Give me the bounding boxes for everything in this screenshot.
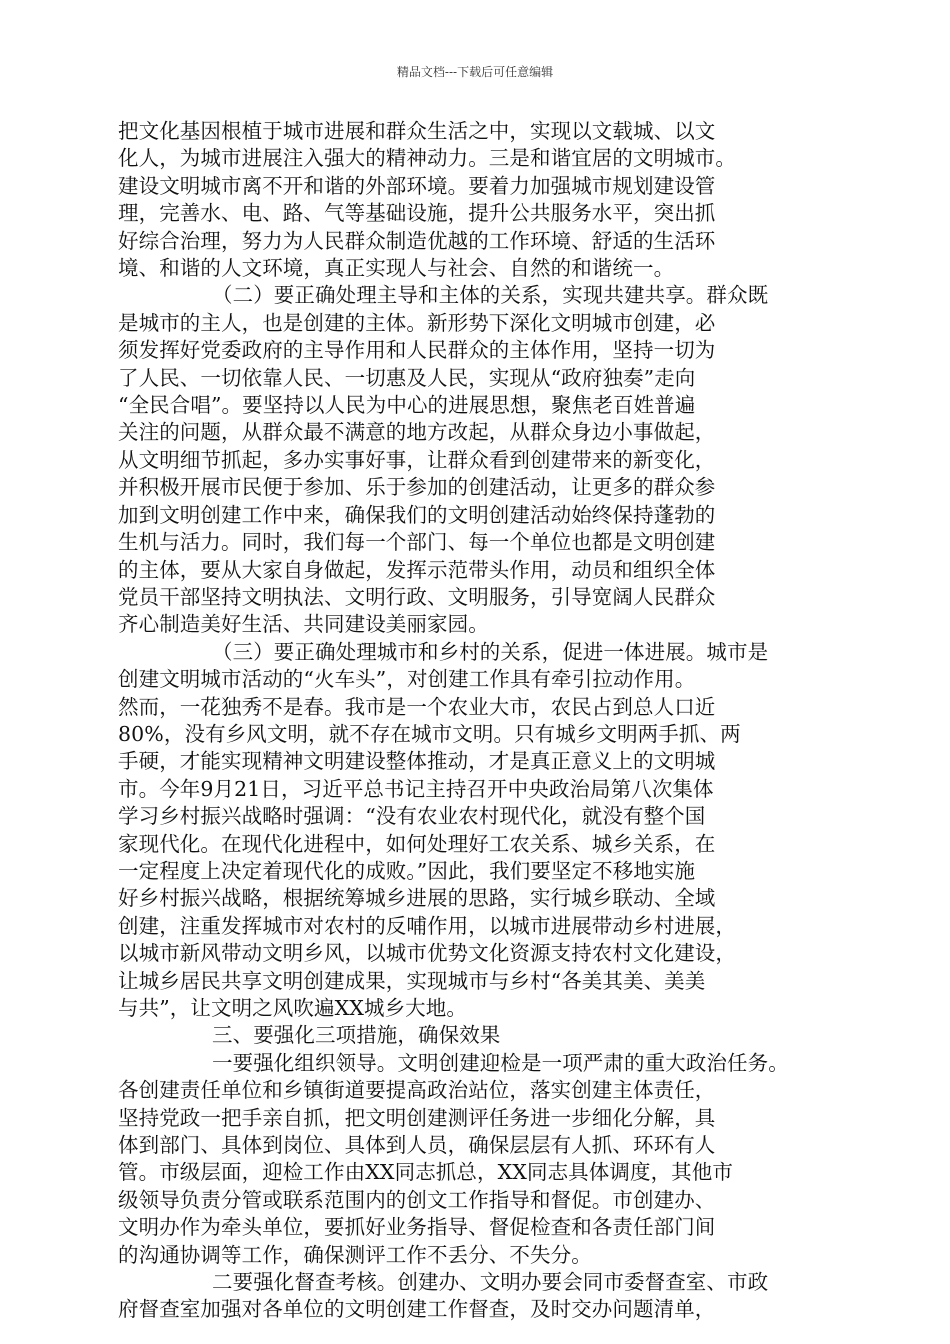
text-line: 从文明细节抓起，多办实事好事，让群众看到创建带来的新变化， xyxy=(118,447,716,472)
text-line: 体到部门、具体到岗位、具体到人员，确保层层有人抓、环环有人 xyxy=(118,1133,716,1158)
text-line: 是城市的主人，也是创建的主体。新形势下深化文明城市创建，必 xyxy=(118,310,716,335)
text-line: 坚持党政一把手亲自抓，把文明创建测评任务进一步细化分解，具 xyxy=(118,1105,716,1130)
text-line: 府督查室加强对各单位的文明创建工作督查，及时交办问题清单， xyxy=(118,1297,716,1322)
text-line: 家现代化。在现代化进程中，如何处理好工农关系、城乡关系，在 xyxy=(118,831,716,856)
text-line: 市。今年9月21日，习近平总书记主持召开中央政治局第八次集体 xyxy=(118,776,714,801)
text-line: （二）要正确处理主导和主体的关系，实现共建共享。群众既 xyxy=(212,283,769,308)
text-line: 三、要强化三项措施，确保效果 xyxy=(212,1023,501,1048)
text-line: 级领导负责分管或联系范围内的创文工作指导和督促。市创建办、 xyxy=(118,1187,716,1212)
text-line: 并积极开展市民便于参加、乐于参加的创建活动，让更多的群众参 xyxy=(118,475,716,500)
text-line: 创建，注重发挥城市对农村的反哺作用，以城市进展带动乡村进展， xyxy=(118,913,736,938)
text-line: 80%，没有乡风文明，就不存在城市文明。只有城乡文明两手抓、两 xyxy=(118,721,741,746)
text-line: 然而，一花独秀不是春。我市是一个农业大市，农民占到总人口近 xyxy=(118,694,716,719)
text-line: 理，完善水、电、路、气等基础设施，提升公共服务水平，突出抓 xyxy=(118,201,716,226)
text-line: “全民合唱”。要坚持以人民为中心的进展思想，聚焦老百姓普遍 xyxy=(118,393,696,418)
text-line: 以城市新风带动文明乡风，以城市优势文化资源支持农村文化建设， xyxy=(118,941,736,966)
text-line: 一定程度上决定着现代化的成败。”因此，我们要坚定不移地实施 xyxy=(118,858,696,883)
text-line: 学习乡村振兴战略时强调：“没有农业农村现代化，就没有整个国 xyxy=(118,804,706,829)
text-line: 让城乡居民共享文明创建成果，实现城市与乡村“各美其美、美美 xyxy=(118,968,706,993)
text-line: 二要强化督查考核。创建办、文明办要会同市委督查室、市政 xyxy=(212,1270,769,1295)
text-line: 管。市级层面，迎检工作由XX同志抓总，XX同志具体调度，其他市 xyxy=(118,1160,733,1185)
text-line: 各创建责任单位和乡镇街道要提高政治站位，落实创建主体责任， xyxy=(118,1078,716,1103)
page-header: 精品文档---下载后可任意编辑 xyxy=(396,65,554,79)
text-line: 手硬，才能实现精神文明建设整体推动，才是真正意义上的文明城 xyxy=(118,749,716,774)
text-line: 的主体，要从大家自身做起，发挥示范带头作用，动员和组织全体 xyxy=(118,557,716,582)
text-line: 一要强化组织领导。文明创建迎检是一项严肃的重大政治任务。 xyxy=(212,1050,789,1075)
text-line: 生机与活力。同时，我们每一个部门、每一个单位也都是文明创建 xyxy=(118,530,716,555)
text-line: 关注的问题，从群众最不满意的地方改起，从群众身边小事做起， xyxy=(118,420,716,445)
text-line: 把文化基因根植于城市进展和群众生活之中，实现以文载城、以文 xyxy=(118,119,716,143)
text-line: 建设文明城市离不开和谐的外部环境。要着力加强城市规划建设管 xyxy=(118,173,716,198)
text-line: 了人民、一切依靠人民、一切惠及人民，实现从“政府独奏”走向 xyxy=(118,365,696,390)
text-line: 加到文明创建工作中来，确保我们的文明创建活动始终保持蓬勃的 xyxy=(118,502,716,527)
text-line: 化人，为城市进展注入强大的精神动力。三是和谐宜居的文明城市。 xyxy=(118,146,736,171)
text-line: 创建文明城市活动的“火车头”，对创建工作具有牵引拉动作用。 xyxy=(118,667,696,692)
document-body xyxy=(118,118,830,1324)
text-line: 好乡村振兴战略，根据统筹城乡进展的思路，实行城乡联动、全域 xyxy=(118,886,716,911)
text-line: 齐心制造美好生活、共同建设美丽家园。 xyxy=(118,612,489,637)
text-line: （三）要正确处理城市和乡村的关系，促进一体进展。城市是 xyxy=(212,639,769,664)
text-line: 与共”，让文明之风吹遍XX城乡大地。 xyxy=(118,996,467,1020)
text-line: 的沟通协调等工作，确保测评工作不丢分、不失分。 xyxy=(118,1242,592,1267)
text-line: 好综合治理，努力为人民群众制造优越的工作环境、舒适的生活环 xyxy=(118,228,716,253)
text-line: 党员干部坚持文明执法、文明行政、文明服务，引导宽阔人民群众 xyxy=(118,584,716,609)
text-line: 境、和谐的人文环境，真正实现人与社会、自然的和谐统一。 xyxy=(118,256,675,281)
text-line: 文明办作为牵头单位，要抓好业务指导、督促检查和各责任部门间 xyxy=(118,1215,716,1240)
text-line: 须发挥好党委政府的主导作用和人民群众的主体作用，坚持一切为 xyxy=(118,338,716,363)
